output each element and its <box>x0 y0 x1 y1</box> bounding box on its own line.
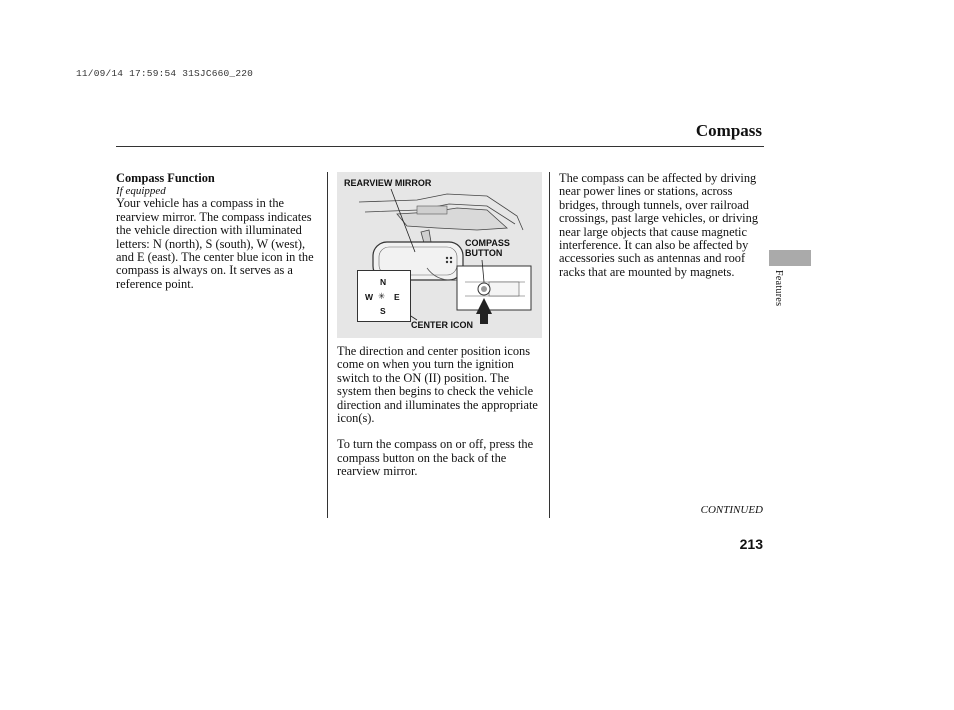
continued-note: CONTINUED <box>700 504 763 516</box>
west-indicator: W <box>365 292 374 302</box>
center-icon: ✳ <box>378 291 386 301</box>
compass-function-text: Your vehicle has a compass in the rearview mirror. The compass indicates the vehicle direction with illuminated letters: N (north), S (south), W (west), and E (east). The center blue icon in the compass is always on. It serves as a reference point. <box>116 196 314 291</box>
mirror-illustration <box>337 172 542 338</box>
page-title: Compass <box>695 121 762 140</box>
column-operation <box>337 345 542 479</box>
south-indicator: S <box>380 306 386 316</box>
operation-text: The direction and center position icons come on when you turn the ignition switch to the ON (II) position. The system then begins to check the vehicle direction and illuminates the appropriate icon(s). <box>337 344 538 426</box>
print-stamp: 11/09/14 17:59:54 31SJC660_220 <box>76 68 254 79</box>
label-rearview-mirror: REARVIEW MIRROR <box>344 178 432 188</box>
section-heading: Compass Function <box>116 171 215 185</box>
column-divider-left <box>327 172 328 518</box>
section-tab <box>769 250 811 266</box>
if-equipped-note: If equipped <box>116 185 166 198</box>
button-instructions-text: To turn the compass on or off, press the compass button on the back of the rearview mirror. <box>337 437 534 479</box>
column-compass-function <box>116 172 321 291</box>
column-interference <box>559 172 764 279</box>
interference-text: The compass can be affected by driving near power lines or stations, across bridges, through tunnels, over railroad crossings, past large vehicles, or driving near large objects that cause magnetic interference. It can also be affected by accessories such as antennas and roof racks that are mounted by magnets. <box>559 171 759 279</box>
label-center-icon: CENTER ICON <box>411 320 474 330</box>
east-indicator: E <box>394 292 400 302</box>
page-number: 213 <box>739 536 763 552</box>
label-compass-button: COMPASS BUTTON <box>465 238 510 258</box>
section-side-label: Features <box>773 270 784 307</box>
title-rule <box>116 146 764 147</box>
north-indicator: N <box>380 277 387 287</box>
column-divider-right <box>549 172 550 518</box>
